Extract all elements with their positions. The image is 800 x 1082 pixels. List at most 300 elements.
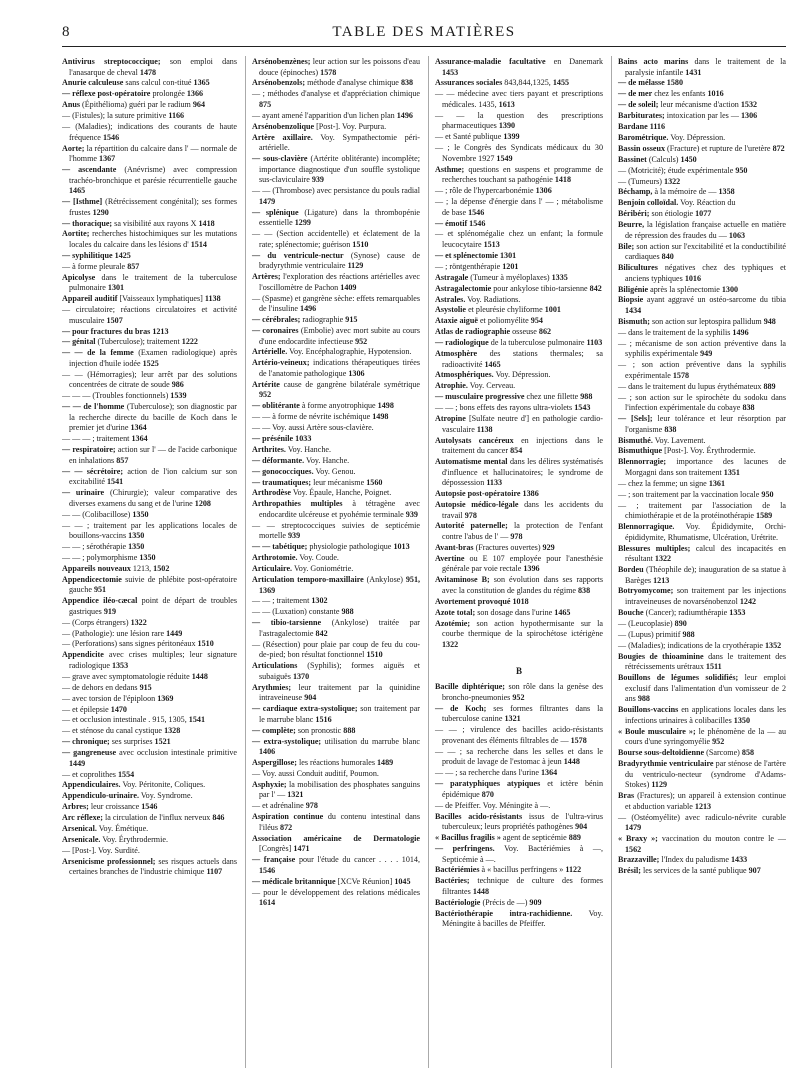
entry-heading: — — de l'homme	[62, 402, 125, 412]
entry-text: Voy. Dépression.	[495, 370, 551, 380]
index-entry	[618, 57, 786, 78]
entry-text: (Synose) cause de bradyrythmie ventriculaire	[259, 250, 420, 271]
entry-heading: — génital	[62, 337, 96, 347]
index-entry	[62, 629, 237, 640]
entry-text: — (Leucoplasie)	[618, 618, 673, 628]
entry-text: — — (Section accidentelle) et éclatement de la rate; splénectomie; guérison	[252, 229, 420, 249]
entry-heading: — — tabétique;	[252, 542, 308, 552]
entry-text: — et Santé publique	[435, 132, 502, 142]
entry-text: — et sténose du canal cystique	[62, 726, 163, 736]
index-entry	[252, 434, 420, 445]
index-entry	[435, 414, 603, 435]
entry-heading: — déformante.	[252, 455, 305, 465]
entry-heading: Bactériothérapie intra-rachidienne.	[435, 908, 573, 918]
entry-text: la circulation de l'influx nerveux	[105, 813, 211, 823]
index-entry	[618, 436, 786, 447]
index-entry	[435, 57, 603, 78]
page-reference: 1578	[570, 735, 587, 745]
index-entry	[435, 554, 603, 575]
entry-text: par sténose de l'artère du ventriculo-necteur (syndrome d'Adams-Stokes)	[625, 758, 786, 790]
entry-text: négatives chez des typhiques et anciens typhiques	[625, 263, 786, 283]
entry-heading: Avitaminose B;	[435, 575, 490, 585]
page-reference: 1511	[705, 662, 722, 672]
index-entry	[435, 305, 603, 316]
entry-heading: Artérite	[252, 379, 280, 389]
index-entry	[618, 457, 786, 478]
page-reference: 1510	[366, 650, 383, 660]
entry-heading: — [Isthme]	[62, 197, 103, 207]
page-reference: 1353	[111, 660, 129, 670]
entry-text: — (Corps étrangers)	[62, 617, 129, 627]
page-reference: 1016	[707, 89, 724, 99]
entry-text: Voy. Hanche.	[306, 455, 350, 465]
page-reference: 1306	[740, 111, 758, 121]
index-entry	[435, 219, 603, 230]
page-reference: 1502	[153, 563, 170, 573]
entry-heading: — de mélasse	[618, 78, 665, 88]
page-reference: 1433	[730, 855, 748, 865]
entry-text: (Fractures); un appareil à extension continue et abduction variable	[625, 791, 786, 811]
entry-heading: — gonococciques.	[252, 466, 314, 476]
index-entry	[618, 641, 786, 652]
entry-text: en applications locales dans les infections urinaires à colibacilles	[625, 705, 786, 725]
entry-text: — ayant amené l'apparition d'un lichen plan	[252, 110, 395, 120]
entry-text: (Ligature) dans la thrombopénie essentielle	[259, 207, 420, 228]
page-reference: 1350	[128, 531, 145, 541]
entry-heading: Artère axillaire.	[252, 132, 313, 142]
entry-heading: — tibio-tarsienne	[252, 618, 322, 628]
index-column-4	[611, 56, 786, 1068]
entry-text: à la mémoire de —	[654, 187, 717, 197]
entry-text: [Post-]. Voy. Purpura.	[316, 121, 387, 131]
index-entry	[62, 165, 237, 197]
entry-text: — (Maladies); indications des courants de haute fréquence	[62, 122, 237, 142]
page-reference: 915	[345, 315, 358, 325]
entry-text: (Tumeur à myéloplaxes)	[470, 272, 550, 282]
entry-text: Voy. Réaction du	[680, 198, 736, 208]
page-reference: 978	[510, 532, 523, 542]
entry-text: des stations thermales; sa radioactivité	[442, 348, 603, 369]
page-reference: 1306	[535, 186, 552, 196]
index-entry	[435, 833, 603, 844]
entry-text: de la tuberculose pulmonaire	[490, 338, 585, 348]
page-reference: 890	[674, 618, 687, 628]
entry-text: — — ; bons effets des rayons ultra-violets	[435, 403, 573, 413]
entry-text: son emploi dans l'anasarque de cheval	[69, 57, 237, 77]
index-entry	[62, 596, 237, 617]
entry-heading: Atlas de radiographie	[435, 327, 511, 337]
index-entry	[252, 618, 420, 639]
entry-text: son évolution dans ses rapports avec la constitution de glandes du régime	[442, 575, 603, 595]
entry-heading: Bactériémies	[435, 865, 480, 875]
page-reference: 1513	[483, 240, 500, 250]
index-entry	[618, 544, 786, 565]
index-entry	[435, 143, 603, 164]
entry-heading: Béchamp,	[618, 187, 653, 197]
index-entry	[252, 758, 420, 769]
entry-heading: Bactériologie	[435, 897, 481, 907]
entry-heading: Béribéri;	[618, 209, 650, 219]
entry-heading: Aorte;	[62, 143, 85, 153]
entry-heading: Anus	[62, 100, 80, 110]
page-reference: 1496	[396, 110, 413, 120]
page-reference: 1301	[499, 250, 517, 260]
entry-text: (Syphilis); formes aiguës et subaiguës	[259, 661, 420, 681]
entry-text: — — ; traitement	[252, 596, 310, 606]
entry-text: (Chirurgie); valeur comparative des diverses examens du sang et de l'urine	[69, 488, 237, 508]
entry-heading: Artério-veineux;	[252, 358, 310, 368]
entry-text: leur action sur les poissons d'eau douce (épinoches)	[259, 57, 420, 77]
entry-text: son traitement par les injections intraveineuses de novarsénobenzol	[625, 586, 786, 607]
index-entry	[62, 391, 237, 402]
entry-text: — — — (Troubles fonctionnels)	[62, 391, 169, 401]
entry-text: (Rétrécissement congénital); ses formes frustes	[69, 197, 237, 217]
index-entry	[252, 272, 420, 293]
entry-text: — — ; sérothérapie	[62, 542, 127, 552]
entry-heading: — traumatiques;	[252, 477, 312, 487]
entry-heading: — respiratoire;	[62, 445, 116, 455]
entry-heading: Arthrodèse	[252, 488, 291, 498]
entry-heading: Astragale	[435, 272, 469, 282]
page-reference: 1208	[194, 498, 211, 508]
entry-text: — avec torsion de l'épiploon	[62, 693, 156, 703]
entry-text: après la splénectomie	[650, 284, 720, 294]
index-entry	[618, 414, 786, 435]
entry-heading: Astragalectomie	[435, 283, 492, 293]
entry-text: issus de l'ultra-virus tuberculeux; leurs propriétés pathogènes	[442, 811, 603, 832]
page-reference: 1350	[128, 542, 145, 552]
entry-text: [XCVe Réunion]	[337, 876, 393, 886]
entry-text: technique de culture des formes filtrantes	[442, 876, 603, 896]
entry-heading: Arthrotomie.	[252, 553, 298, 563]
entry-text: (Sarcome)	[706, 748, 740, 758]
index-entry	[618, 187, 786, 198]
entry-text: Voy. Coude.	[299, 553, 339, 563]
index-entry	[252, 208, 420, 229]
entry-text: leur traitement par la quinidine intraveineuse	[259, 682, 420, 703]
entry-heading: — cardiaque extra-systolique;	[252, 704, 358, 714]
page-reference: 872	[280, 822, 293, 832]
index-entry	[62, 705, 237, 716]
page-reference: 1133	[486, 478, 503, 488]
running-title: TABLE DES MATIÈRES	[332, 24, 516, 40]
entry-heading: Assurance-maladie facultative	[435, 57, 546, 66]
page-reference: 875	[259, 99, 272, 109]
page-reference: 1546	[468, 207, 485, 217]
page-reference: 1465	[69, 186, 86, 196]
entry-text: 843,844,1325,	[504, 78, 551, 88]
index-entry	[62, 694, 237, 705]
index-columns	[62, 56, 786, 1068]
index-entry	[252, 186, 420, 207]
entry-text: — — — ; traitement	[62, 434, 130, 444]
entry-heading: Bordeu	[618, 565, 644, 574]
entry-text: leur mécanisme	[313, 477, 365, 487]
entry-heading: Appendicectomie	[62, 574, 122, 584]
entry-text: Voy. Dépression.	[670, 132, 726, 142]
entry-heading: Bouillons de légumes solidifiés;	[618, 673, 739, 683]
entry-text: Voy. Goniométrie.	[293, 564, 354, 574]
entry-heading: Arbres;	[62, 802, 89, 812]
entry-text: osseuse	[512, 327, 537, 337]
entry-heading: — de soleil;	[618, 100, 659, 110]
entry-text: — ; traitement par l'association de la chimiothérapie et de la protéinothérapie	[618, 500, 786, 521]
entry-text: — — ; sa recherche dans les selles et dans le produit de lavage de l'estomac à jeun	[435, 746, 603, 767]
entry-text: (Ankylose)	[366, 575, 404, 584]
index-entry	[435, 704, 603, 725]
page-reference: 909	[529, 897, 542, 907]
page-reference: 1510	[197, 639, 214, 649]
page-reference: 1366	[186, 89, 204, 99]
page-reference: 1409	[340, 282, 357, 292]
page-reference: 1364	[130, 423, 147, 433]
index-entry	[618, 748, 786, 759]
page-reference: 1352	[765, 640, 782, 650]
page-reference: 1013	[393, 542, 410, 552]
page-reference: 842	[589, 283, 602, 293]
page-reference: 952	[712, 737, 725, 747]
entry-heading: Bilicultures	[618, 263, 658, 273]
index-entry	[62, 337, 237, 348]
index-entry	[435, 457, 603, 489]
entry-text: — (Lupus) primitif	[618, 629, 681, 639]
index-entry	[62, 100, 237, 111]
page-reference: 919	[103, 606, 116, 616]
entry-heading: Bassin osseux	[618, 143, 666, 153]
page-reference: 1322	[130, 617, 147, 627]
page-reference: 952	[512, 692, 525, 702]
index-entry	[252, 401, 420, 412]
index-entry	[435, 111, 603, 132]
entry-heading: — splénique	[252, 207, 299, 217]
page-reference: 1396	[523, 564, 540, 574]
index-entry	[618, 328, 786, 339]
entry-text: — (Motricité); étude expérimentale	[618, 165, 734, 175]
entry-text: méthode d'analyse chimique	[307, 78, 399, 88]
page-reference: 904	[575, 822, 588, 832]
page-reference: 952	[355, 336, 368, 346]
entry-heading: Beurre,	[618, 220, 645, 230]
entry-heading: Azotémie;	[435, 618, 471, 628]
index-entry	[618, 652, 786, 673]
entry-heading: Arsenicisme professionnel;	[62, 856, 156, 866]
page-reference: 1470	[110, 704, 127, 714]
page-reference: 870	[481, 789, 494, 799]
index-entry	[62, 770, 237, 781]
index-entry	[62, 262, 237, 273]
page-reference: 1448	[191, 671, 208, 681]
entry-text: questions en suspens et programme de recherches touchant sa pathogénie	[442, 164, 603, 185]
index-entry	[618, 209, 786, 220]
entry-text: son traitement par le marrube blanc	[259, 704, 420, 724]
entry-text: intoxication par les —	[666, 111, 739, 121]
page-reference: 1471	[293, 844, 310, 854]
page-reference: 1399	[503, 132, 520, 142]
page-reference: 1578	[672, 370, 690, 380]
page-reference: 1213	[694, 801, 712, 811]
entry-text: (Tuberculose); traitement	[97, 337, 180, 347]
entry-heading: Apicolyse	[62, 272, 96, 282]
page-reference: 846	[212, 813, 225, 823]
index-entry	[618, 263, 786, 284]
index-entry	[618, 122, 786, 133]
index-entry	[618, 295, 786, 316]
index-entry	[62, 564, 237, 575]
entry-heading: Appendice iléo-cæcal	[62, 596, 138, 606]
entry-text: — — médecine avec tiers payant et prescriptions médicales. 1435,	[435, 89, 603, 109]
entry-text: [Sulfate neutre d'] en pathologie cardio-vasculaire	[442, 414, 603, 434]
page-reference: 1361	[708, 478, 725, 488]
page-reference: 1562	[625, 844, 642, 854]
index-entry	[252, 122, 420, 133]
index-entry	[435, 197, 603, 218]
index-entry	[435, 489, 603, 500]
entry-heading: Antivirus streptococcique;	[62, 57, 161, 66]
page-reference: 939	[405, 509, 418, 519]
page-reference: 1613	[498, 99, 515, 109]
entry-text: — grave avec symptomatologie réduite	[62, 671, 190, 681]
index-entry	[618, 198, 786, 209]
entry-heading: Arsenicale.	[62, 834, 101, 844]
entry-heading: « Boule musculaire »;	[618, 726, 696, 736]
index-entry	[618, 360, 786, 381]
entry-heading: Avertine	[435, 553, 465, 563]
entry-heading: Arsénobenzolique	[252, 121, 315, 131]
index-entry	[62, 251, 237, 262]
index-entry	[252, 57, 420, 78]
page-reference: 1418	[554, 175, 572, 185]
index-entry	[618, 501, 786, 522]
entry-heading: Biligénie	[618, 284, 649, 294]
entry-heading: Arsenical.	[62, 824, 97, 833]
index-entry	[435, 132, 603, 143]
page-reference: 951	[93, 585, 107, 595]
entry-heading: — complète;	[252, 725, 296, 735]
page-reference: 1554	[117, 769, 135, 779]
entry-text: — et splénomégalie chez un enfant; la formule leucocytaire	[435, 229, 603, 250]
page-reference: 1290	[92, 207, 109, 217]
index-entry	[618, 727, 786, 748]
entry-heading: Arc réflexe;	[62, 813, 103, 823]
page-reference: 950	[735, 165, 748, 175]
index-entry	[618, 705, 786, 726]
page-reference: 1546	[469, 218, 486, 228]
entry-heading: Blessures multiples;	[618, 543, 691, 553]
entry-heading: Avortement provoqué	[435, 596, 511, 606]
entry-text: le phénomène de la — au cours d'une syringomyélie	[625, 726, 786, 747]
entry-heading: Assurances sociales	[435, 78, 503, 88]
entry-text: l'exploration des réactions artérielles avec l'oscillomètre de Pachon	[259, 272, 420, 292]
entry-heading: Avant-bras	[435, 542, 474, 552]
page-reference: 1479	[259, 196, 276, 206]
entry-text: la législation française actuelle en matière de répression des fraudes du —	[625, 220, 786, 240]
entry-text: Voy. Encéphalographie, Hypotension.	[289, 347, 412, 357]
page-reference: 1498	[372, 412, 389, 422]
entry-text: ou E 107 employée pour l'anesthésie générale par voie rectale	[442, 553, 603, 574]
index-entry	[435, 801, 603, 812]
page-reference: 1364	[131, 434, 148, 444]
page-reference: 950	[761, 489, 774, 499]
index-entry	[62, 229, 237, 250]
entry-heading: « Braxy »;	[618, 834, 658, 843]
entry-text: (Théophile de); inauguration de sa statue à Barèges	[625, 565, 786, 585]
index-entry	[435, 186, 603, 197]
entry-text: — ; son action sur le spirochète du sodoku dans l'infection expérimentale du cobaye	[618, 392, 786, 413]
page-reference: 1351	[723, 467, 740, 477]
page-reference: 1322	[654, 554, 672, 564]
index-entry	[435, 597, 603, 608]
index-entry	[618, 144, 786, 155]
entry-text: indications thérapeutiques tirées de l'anatomie pathologique	[259, 358, 420, 378]
index-entry	[62, 467, 237, 488]
index-entry	[252, 661, 420, 682]
entry-heading: — de mer	[618, 89, 653, 99]
entry-text: — (Tumeurs)	[618, 176, 662, 186]
index-entry	[618, 619, 786, 630]
entry-text: prolongée	[152, 89, 185, 99]
index-entry	[252, 423, 420, 434]
index-entry	[252, 89, 420, 110]
page-reference: 1222	[181, 337, 198, 347]
index-entry	[252, 812, 420, 833]
page-reference: 1300	[721, 284, 739, 294]
index-entry	[435, 165, 603, 186]
index-entry	[62, 748, 237, 769]
entry-text: dans le traitement des rétrécissements urétraux	[625, 651, 786, 672]
page-reference: 1539	[170, 391, 187, 401]
entry-text: action sur l' — de l'acide carbonique en inhalations	[69, 445, 237, 465]
entry-heading: Atmosphériques.	[435, 370, 494, 380]
entry-text: — dans le traitement du lupus érythémateux	[618, 381, 762, 391]
entry-text: — (Maladies); indications de la cryothérapie	[618, 640, 763, 650]
entry-heading: — — sécrétoire;	[62, 466, 124, 476]
index-entry	[435, 768, 603, 779]
index-entry	[435, 349, 603, 370]
entry-text: cause de gangrène bilatérale symétrique	[283, 379, 420, 389]
entry-text: — pour le développement des relations médicales	[252, 887, 420, 897]
entry-text: — — Voy. aussi Artère sous-clavière.	[252, 423, 374, 433]
index-entry	[62, 542, 237, 553]
entry-text: (Fracture) et rupture de l'uretère	[667, 143, 771, 153]
page-reference: 1301	[107, 283, 125, 293]
page-reference: 1425	[114, 250, 131, 260]
entry-text: chez les enfants	[654, 89, 706, 99]
entry-text: action de l'ion calcium sur son excitabilité	[69, 466, 237, 487]
page-reference: 858	[741, 748, 755, 758]
page-reference: 1350	[733, 715, 750, 725]
entry-text: dans les délires systématisés d'influence et hallucinatoires; le syndrome de dépossession	[442, 456, 603, 488]
index-entry	[435, 273, 603, 284]
entry-text: — de dehors en dedans	[62, 682, 138, 692]
page-reference: 1543	[574, 403, 591, 413]
index-entry	[618, 565, 786, 586]
entry-text: à tétragène avec endocardite ulcéreuse et pyohémie terminale	[259, 499, 420, 519]
index-entry	[62, 294, 237, 305]
page-reference: 889	[568, 833, 581, 843]
page-reference: 1018	[512, 596, 529, 606]
entry-heading: — française	[252, 855, 296, 865]
page-reference: 1322	[442, 639, 459, 649]
page-reference: 1580	[666, 78, 683, 88]
entry-text: pour ankylose tibio-tarsienne	[493, 283, 588, 293]
entry-text: — — (Hémorragies); leur arrêt par des solutions concentrées de citrate de soude	[62, 369, 237, 390]
index-entry	[62, 78, 237, 89]
page-reference: 857	[127, 261, 140, 271]
index-entry	[62, 737, 237, 748]
index-entry	[435, 682, 603, 703]
entry-text: dans les accidents du travail	[442, 499, 603, 520]
entry-heading: Bougies de thioaminine	[618, 651, 704, 661]
